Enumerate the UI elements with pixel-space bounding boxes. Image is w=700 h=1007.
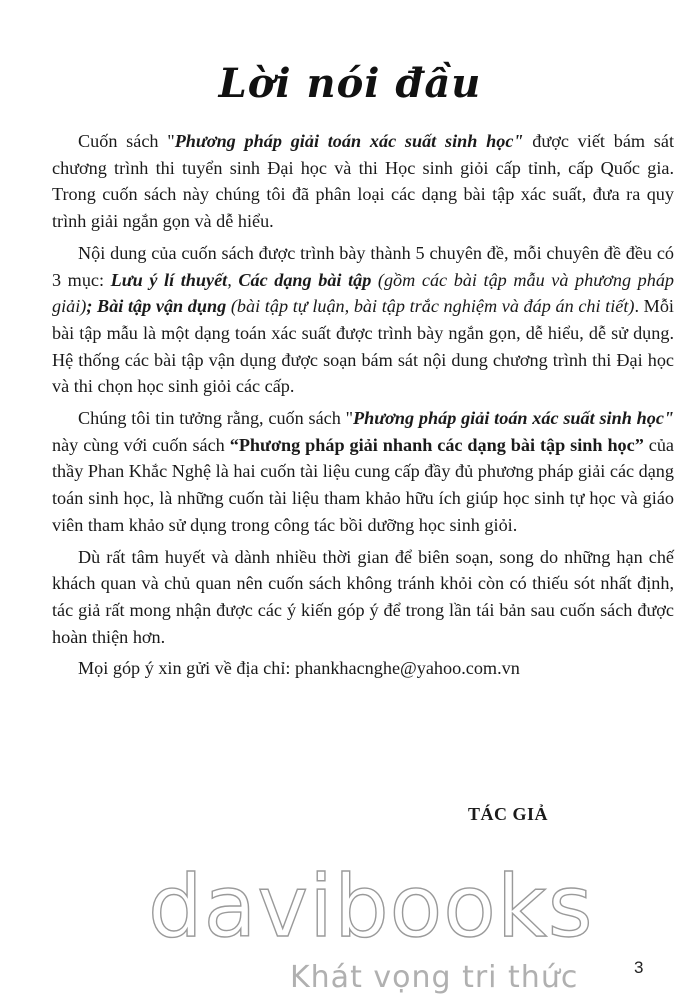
- paragraph-1: [52, 128, 674, 235]
- publisher-tagline: Khát vọng tri thức: [290, 960, 579, 995]
- p3-text-e: của thầy Phan Khắc Nghệ là hai cuốn tài liệu cung cấp đầy đủ phương pháp giải các dạng toán sinh học, là những cuốn tài liệu tham khảo hữu ích giúp học sinh tự học và giáo viên tham khảo sử dụng trong công tác bồi dưỡng học sinh giỏi.: [52, 434, 674, 535]
- preface-body: [52, 128, 674, 682]
- paragraph-5: Mọi góp ý xin gửi về địa chỉ: phankhacnghe@yahoo.com.vn: [78, 658, 520, 679]
- p2-text-h: . Mỗi bài tập mẫu là một dạng toán xác suất được trình bày ngắn gọn, dễ hiểu, dễ sử dụng. Hệ thống các bài tập vận dụng được soạn bám sát nội dung chương trình thi Đại học và thi chọn học sinh giỏi các cấp.: [52, 296, 674, 397]
- p3-book-title: Phương pháp giải toán xác suất sinh học": [353, 408, 674, 429]
- p2-item-applied-exercises: ; Bài tập vận dụng: [86, 296, 227, 317]
- p2-item-theory: Lưu ý lí thuyết: [110, 269, 228, 290]
- p2-text-a: Nội dung của cuốn sách được trình bày thành 5 chuyên đề, mỗi chuyên đề đều có 3 mục:: [52, 242, 674, 290]
- p1-book-title: Phương pháp giải toán xác suất sinh học": [174, 131, 524, 151]
- paragraph-2: [52, 240, 674, 400]
- author-signature: TÁC GIẢ: [468, 804, 549, 824]
- p3-second-book-title: “Phương pháp giải nhanh các dạng bài tập sinh học”: [229, 434, 644, 455]
- p3-text-a: Chúng tôi tin tưởng rằng, cuốn sách ": [78, 408, 354, 429]
- p3-text-c: này cùng với cuốn sách: [52, 434, 230, 455]
- p2-item-exercise-types: Các dạng bài tập: [238, 269, 372, 290]
- page-number: 3: [634, 958, 644, 977]
- p2-item-applied-exercises-note: (bài tập tự luận, bài tập trắc nghiệm và đáp án chi tiết): [226, 296, 635, 317]
- p1-text-c: được viết bám sát chương trình thi tuyển sinh Đại học và thi Học sinh giỏi cấp tỉnh, cấp Quốc gia. Trong cuốn sách này chúng tôi đã phân loại các dạng bài tập xác suất, đưa ra quy trình giải ngắn gọn và dễ hiểu.: [52, 131, 674, 232]
- page-title: Lời nói đầu: [218, 60, 482, 107]
- p2-item-exercise-types-note: (gồm các bài tập mẫu và phương pháp giải): [52, 269, 675, 317]
- paragraph-3: [52, 405, 674, 539]
- paragraph-4: Dù rất tâm huyết và dành nhiều thời gian để biên soạn, song do những hạn chế khách quan và chủ quan nên cuốn sách không tránh khỏi còn có thiếu sót nhất định, tác giả rất mong nhận được các ý kiến góp ý để trong lần tái bản sau cuốn sách được hoàn thiện hơn.: [52, 546, 674, 647]
- publisher-watermark: davibooks: [148, 857, 594, 957]
- p1-text-a: Cuốn sách ": [78, 131, 175, 151]
- p2-comma: ,: [227, 269, 239, 290]
